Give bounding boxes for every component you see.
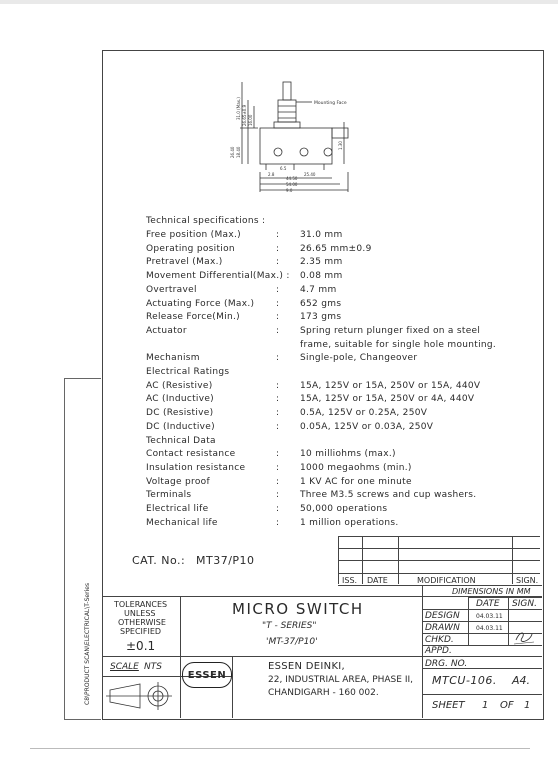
spec-label: Release Force(Min.) [146, 312, 240, 323]
drawing-model: 'MT-37/P10' [266, 637, 318, 647]
spec-value: 0.08 mm [300, 271, 343, 282]
spec-colon: : [276, 421, 280, 432]
spec-value: Single-pole, Changeover [300, 353, 418, 364]
left-margin-strip [64, 378, 101, 720]
spec-value: 31.0 mm [300, 230, 343, 240]
spec-colon: : [276, 230, 280, 240]
spec-value: 15A, 125V or 15A, 250V or 15A, 440V [300, 380, 481, 391]
spec-label: Technical Data [146, 435, 216, 446]
spec-colon: : [276, 380, 280, 391]
spec-label: Insulation resistance [146, 462, 246, 473]
spec-colon: : [276, 476, 280, 487]
signature-mark [512, 628, 536, 646]
spec-value: 50,000 operations [300, 504, 388, 514]
spec-label: Operating position [146, 243, 235, 254]
svg-text:9.0: 9.0 [286, 188, 293, 193]
spec-colon: : [276, 490, 280, 501]
spec-label: Contact resistance [146, 449, 236, 460]
spec-value: 0.5A, 125V or 0.25A, 250V [300, 408, 428, 419]
spec-value: 10 milliohms (max.) [300, 449, 396, 460]
specs-heading: Technical specifications : [146, 216, 266, 226]
spec-label: Actuator [146, 325, 187, 336]
spec-label: Electrical Ratings [146, 367, 230, 377]
drawn-date: 04.03.11 [476, 625, 503, 632]
drg-label: DRG. NO. [425, 659, 468, 669]
sheet-number: 1 [482, 700, 489, 711]
essen-logo [182, 662, 232, 688]
svg-text:1.30: 1.30 [338, 141, 343, 150]
spec-value: 2.35 mm [300, 257, 343, 268]
rev-date: DATE [367, 576, 388, 585]
spec-label: Electrical life [146, 504, 209, 514]
sheet-of: OF [500, 700, 514, 711]
spec-value: 0.05A, 125V or 0.03A, 250V [300, 421, 434, 432]
spec-value: 26.65 mm±0.9 [300, 243, 372, 254]
revision-grid [338, 536, 540, 574]
mounting-face-label: Mounting Face [314, 101, 347, 106]
spec-colon: : [276, 408, 280, 419]
spec-colon: : [276, 284, 280, 295]
spec-label: Actuating Force (Max.) [146, 298, 255, 309]
svg-text:16.00: 16.00 [248, 114, 253, 126]
sheet-size: A4. [512, 674, 531, 687]
spec-value: 173 gms [300, 312, 342, 323]
spec-value: 1000 megaohms (min.) [300, 462, 412, 473]
drawn-label: DRAWN [425, 623, 460, 633]
page-edge-top [0, 0, 558, 4]
page-edge-bottom [30, 748, 530, 749]
spec-value: Three M3.5 screws and cup washers. [300, 490, 477, 501]
design-date: 04.03.11 [476, 613, 503, 620]
drg-value: MTCU-106. [432, 674, 497, 687]
spec-label: Overtravel [146, 284, 197, 295]
file-path-note: C8\PRODUCT SCAN\ELECTRICAL\T-Series [84, 582, 91, 705]
spec-label: Pretravel (Max.) [146, 257, 223, 268]
spec-label: DC (Inductive) [146, 421, 215, 432]
chkd-label: CHKD. [425, 635, 454, 645]
spec-colon: : [276, 312, 280, 323]
svg-text:18.40: 18.40 [236, 146, 241, 158]
tolerance-line-4: SPECIFIED [120, 627, 162, 636]
appd-label: APPD. [425, 646, 452, 656]
spec-colon: : [276, 394, 280, 405]
svg-text:2.8: 2.8 [268, 172, 275, 177]
spec-label: Voltage proof [146, 476, 210, 487]
tolerance-line-1: TOLERANCES [114, 600, 168, 609]
spec-colon: : [276, 243, 280, 254]
svg-text:6.5: 6.5 [280, 166, 287, 171]
svg-text:54.00: 54.00 [286, 182, 298, 187]
design-label: DESIGN [425, 611, 460, 621]
projection-symbol [106, 680, 176, 712]
rev-modification: MODIFICATION [417, 576, 476, 585]
essen-logo-text: ESSEN [187, 669, 227, 681]
tolerance-line-2: UNLESS [124, 609, 156, 618]
revision-header-line [338, 585, 542, 586]
dimensions-note: DIMENSIONS IN MM [452, 587, 531, 596]
spec-colon: : [276, 298, 280, 309]
rev-sign: SIGN. [516, 576, 539, 585]
spec-value: Spring return plunger fixed on a steel [300, 325, 481, 336]
drawing-series: "T - SERIES" [262, 621, 317, 631]
switch-drawing [220, 80, 360, 205]
sign-header: SIGN. [512, 599, 537, 609]
sheet-total: 1 [524, 700, 531, 711]
company-address-1: 22, INDUSTRIAL AREA, PHASE II, [268, 675, 413, 685]
spec-colon: : [276, 517, 280, 528]
svg-text:26.65±0.9: 26.65±0.9 [242, 104, 247, 126]
spec-colon: : [276, 504, 280, 514]
spec-colon: : [276, 353, 280, 364]
spec-label: DC (Resistive) [146, 408, 214, 419]
catalog-label: CAT. No.: [132, 554, 186, 567]
catalog-value: MT37/P10 [196, 554, 255, 567]
sheet-label: SHEET [432, 700, 465, 711]
spec-label: Mechanism [146, 353, 200, 364]
date-header: DATE [476, 599, 500, 609]
company-address-2: CHANDIGARH - 160 002. [268, 688, 379, 698]
spec-colon: : [276, 462, 280, 473]
spec-colon: : [276, 325, 280, 336]
spec-value: 1 KV AC for one minute [300, 476, 412, 487]
spec-value: 652 gms [300, 298, 342, 309]
tolerance-value: ±0.1 [126, 639, 156, 653]
rev-iss: ISS. [342, 576, 358, 585]
svg-text:25.40: 25.40 [304, 172, 316, 177]
spec-value: 4.7 mm [300, 284, 337, 295]
spec-value: 15A, 125V or 15A, 250V or 4A, 440V [300, 394, 475, 405]
tolerance-line-3: OTHERWISE [118, 618, 166, 627]
spec-label: Movement Differential(Max.) : [146, 271, 290, 282]
svg-text:44.50: 44.50 [286, 176, 298, 181]
svg-text:26.40: 26.40 [230, 146, 235, 158]
drawing-title: MICRO SWITCH [232, 600, 364, 618]
company-name: ESSEN DEINKI, [268, 661, 346, 672]
spec-label: AC (Resistive) [146, 380, 213, 391]
spec-value: frame, suitable for single hole mounting. [300, 339, 497, 350]
spec-label: Mechanical life [146, 517, 218, 528]
scale-value: NTS [144, 662, 162, 672]
spec-value: 1 million operations. [300, 517, 399, 528]
spec-label: Terminals [146, 490, 192, 501]
spec-colon: : [276, 257, 280, 268]
scale-label: SCALE [110, 662, 139, 672]
spec-label: Free position (Max.) [146, 230, 241, 240]
svg-text:31.0 (Max.): 31.0 (Max.) [236, 97, 241, 120]
spec-label: AC (Inductive) [146, 394, 214, 405]
spec-colon: : [276, 449, 280, 460]
